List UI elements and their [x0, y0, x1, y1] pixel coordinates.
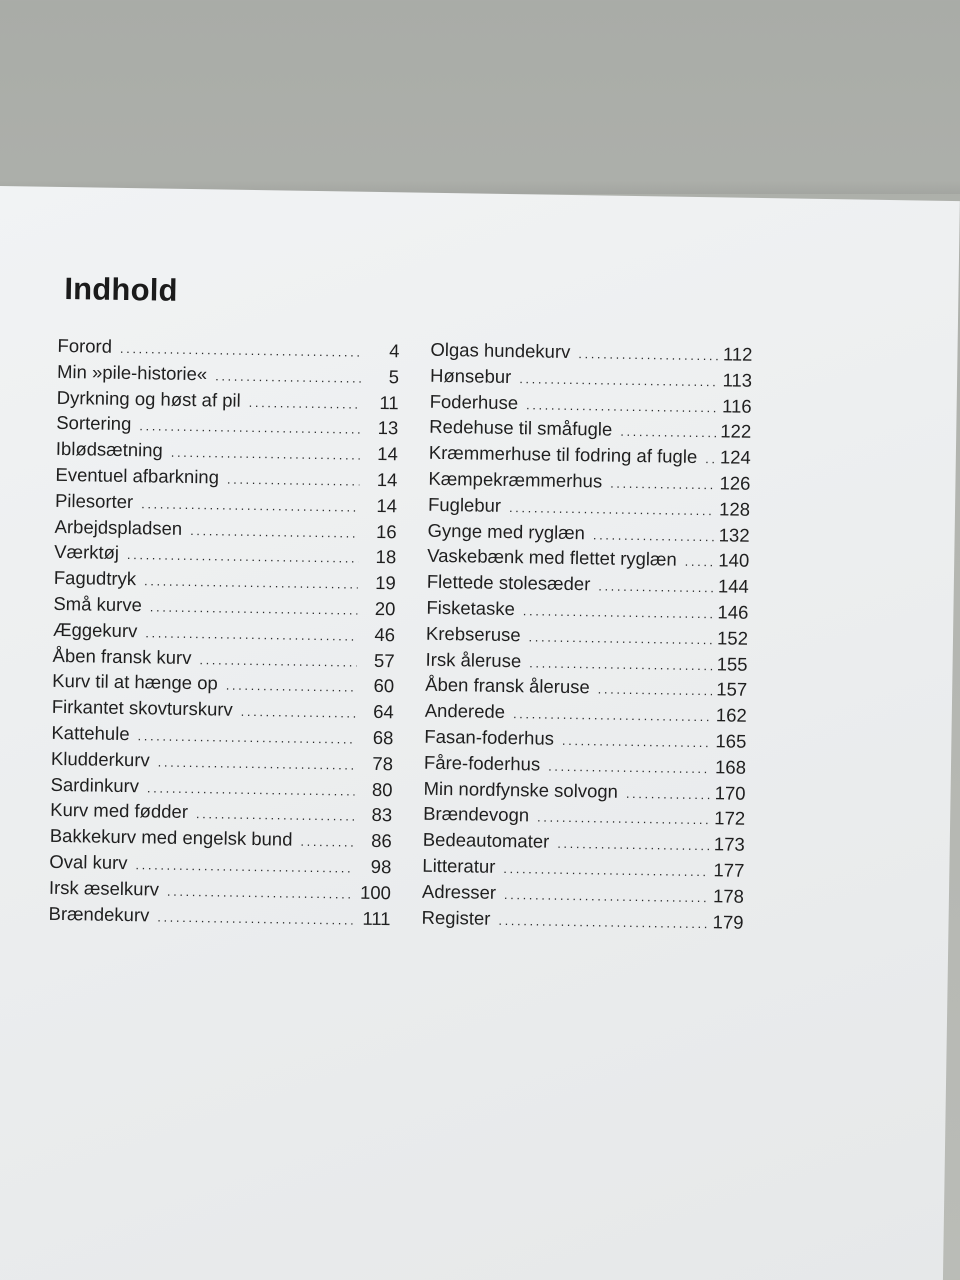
toc-entry-page: 60: [373, 675, 395, 697]
toc-entry-label: Forord: [57, 334, 113, 357]
toc-entry-page: 14: [377, 443, 399, 465]
dot-leader: [141, 496, 359, 514]
dot-leader: [147, 780, 355, 798]
toc-entry-page: 86: [371, 830, 392, 852]
dot-leader: [167, 883, 353, 901]
toc-entry-page: 19: [375, 572, 396, 594]
dot-leader: [548, 758, 711, 776]
toc-entry-label: Pilesorter: [54, 489, 134, 512]
toc-entry-page: 173: [713, 833, 745, 855]
dot-leader: [145, 625, 357, 643]
dot-leader: [598, 579, 714, 596]
toc-entry-label: Min nordfynske solvogn: [423, 777, 619, 802]
dot-leader: [598, 682, 713, 699]
toc-entry-page: 179: [712, 910, 744, 933]
toc-entry-page: 20: [374, 597, 396, 620]
toc-entry-label: Eventuel afbarkning: [55, 463, 220, 488]
dot-leader: [137, 728, 355, 746]
toc-column-left: [48, 335, 399, 934]
dot-leader: [157, 909, 352, 927]
toc-entry-page: 128: [718, 498, 751, 520]
toc-entry-label: Fasan-foderhus: [424, 725, 555, 749]
dot-leader: [503, 861, 709, 879]
toc-entry-label: Fuglebur: [427, 493, 502, 516]
toc-entry-label: Anderede: [424, 699, 506, 723]
toc-entry-label: Små kurve: [53, 592, 143, 616]
toc-entry-label: Krebseruse: [425, 622, 521, 645]
toc-entry-label: Kattehule: [51, 721, 130, 745]
toc-entry-page: 68: [372, 726, 394, 749]
toc-entry-page: 155: [716, 652, 748, 675]
toc-entry-label: Hønsebur: [429, 364, 512, 387]
toc-entry-page: 4: [389, 340, 400, 362]
toc-entry-label: Kurv med fødder: [50, 799, 189, 823]
dot-leader: [529, 655, 713, 673]
dot-leader: [578, 346, 718, 363]
toc-entry-page: 124: [719, 446, 751, 469]
toc-entry-label: Adresser: [421, 880, 497, 903]
toc-entry-page: 126: [719, 472, 751, 494]
dot-leader: [226, 678, 357, 695]
toc-entry-label: Kæmpekræmmerhus: [428, 467, 603, 492]
dot-leader: [526, 397, 718, 415]
dot-leader: [215, 368, 361, 385]
toc-entry-page: 170: [714, 781, 746, 804]
dot-leader: [127, 547, 358, 566]
toc-entry-label: Foderhuse: [429, 390, 519, 413]
dot-leader: [557, 836, 710, 853]
toc-entry-page: 5: [388, 365, 400, 388]
toc-entry-page: 162: [715, 704, 747, 726]
toc-entry-label: Fåre-foderhus: [423, 751, 541, 775]
toc-entry-label: Olgas hundekurv: [430, 338, 571, 362]
toc-entry-page: 11: [379, 391, 399, 413]
toc-entry-page: 152: [716, 627, 749, 649]
toc-entry-label: Register: [421, 906, 491, 929]
toc-entry-page: 146: [717, 601, 749, 623]
toc-entry-label: Min »pile-historie«: [56, 360, 208, 385]
dot-leader: [144, 573, 358, 591]
dot-leader: [249, 395, 361, 412]
dot-leader: [528, 629, 713, 647]
toc-entry-label: Gynge med ryglæn: [427, 519, 586, 543]
toc-entry-page: 98: [370, 855, 392, 878]
toc-entry-label: Litteratur: [422, 854, 496, 877]
toc-entry-label: Oval kurv: [49, 850, 128, 874]
toc-entry-label: Sardinkurv: [50, 773, 140, 796]
dot-leader: [504, 887, 709, 905]
toc-entry-label: Irsk æselkurv: [48, 876, 160, 900]
dot-leader: [227, 472, 360, 489]
dot-leader: [610, 476, 716, 493]
toc-entry-label: Brændekurv: [48, 902, 150, 925]
dot-leader: [150, 599, 358, 617]
toc-entry-label: Kræmmerhuse til fodring af fugle: [428, 441, 698, 468]
toc-entry-page: 83: [371, 804, 393, 826]
toc-entry-page: 13: [377, 417, 399, 439]
toc-entry-label: Åben fransk åleruse: [425, 674, 590, 698]
toc-entry-page: 140: [718, 549, 750, 572]
toc-column-right: [421, 339, 752, 937]
dot-leader: [158, 754, 355, 772]
toc-entry-page: 100: [359, 881, 392, 903]
toc-entry-label: Fisketaske: [426, 596, 516, 620]
toc-entry-page: 111: [362, 907, 391, 929]
toc-entry-page: 168: [714, 756, 747, 778]
toc-entry-label: Arbejdspladsen: [54, 515, 183, 539]
toc-entry-page: 122: [720, 420, 752, 443]
toc-entry-label: Firkantet skovturskurv: [51, 696, 233, 720]
dot-leader: [537, 810, 710, 828]
dot-leader: [626, 785, 711, 801]
toc-entry-page: 157: [716, 678, 748, 701]
toc-entry-label: Sortering: [56, 412, 132, 435]
dot-leader: [513, 706, 712, 724]
toc-entry-label: Kurv til at hænge op: [52, 670, 218, 694]
dot-leader: [620, 424, 716, 441]
toc-entry-page: 113: [722, 369, 753, 391]
dot-leader: [300, 834, 354, 850]
toc-entry-page: 165: [715, 730, 747, 752]
dot-leader: [523, 603, 714, 621]
toc-entry-page: 144: [717, 575, 749, 597]
toc-entry-page: 132: [718, 523, 750, 546]
toc-entry-label: Irsk åleruse: [425, 648, 522, 671]
toc-entry-label: Dyrkning og høst af pil: [56, 386, 241, 411]
dot-leader: [190, 523, 359, 541]
dot-leader: [171, 445, 360, 463]
toc-entry-page: 14: [376, 468, 398, 491]
toc-entry-label: Flettede stolesæder: [426, 570, 591, 595]
toc-entry-label: Værktøj: [54, 541, 120, 564]
dot-leader: [562, 733, 712, 750]
toc-entry-label: Åben fransk kurv: [52, 644, 192, 668]
toc-entry-page: 18: [375, 546, 397, 568]
toc-entry-label: Fagudtryk: [53, 567, 137, 590]
dot-leader: [593, 527, 715, 544]
toc-entry-page: 112: [722, 343, 753, 365]
toc-entry-label: Vaskebænk med flettet ryglæn: [427, 545, 677, 571]
dot-leader: [199, 652, 356, 669]
toc-entry-label: Brændevogn: [423, 803, 530, 826]
dot-leader: [498, 912, 708, 930]
dot-leader: [685, 554, 715, 569]
toc-entry-label: Æggekurv: [52, 618, 138, 641]
toc-entry-label: Bedeautomater: [422, 828, 550, 852]
toc-entry: [421, 906, 743, 937]
dot-leader: [135, 857, 353, 875]
toc-entry-page: 178: [712, 885, 745, 907]
toc-entry: [48, 902, 390, 933]
toc-entry-page: 177: [713, 859, 745, 881]
toc-entry-page: 64: [373, 701, 394, 723]
toc-entry-page: 116: [721, 394, 752, 417]
toc-entry-page: 14: [376, 494, 398, 517]
dot-leader: [509, 500, 715, 518]
toc-entry-page: 172: [714, 807, 746, 830]
dot-leader: [139, 419, 360, 437]
toc-entry-label: Redehuse til småfugle: [429, 416, 613, 441]
toc-entry-label: Iblødsætning: [55, 438, 163, 461]
dot-leader: [705, 451, 716, 466]
dot-leader: [120, 341, 362, 360]
page-title: Indhold: [64, 271, 178, 308]
toc-entry-page: 80: [371, 778, 393, 800]
dot-leader: [241, 704, 356, 721]
toc-entry-page: 16: [375, 520, 397, 542]
toc-entry-label: Kludderkurv: [50, 747, 150, 771]
book-page: [0, 186, 960, 1280]
toc-entry-page: 46: [374, 623, 396, 646]
toc-entry-page: 78: [372, 752, 394, 774]
toc-entry-label: Bakkekurv med engelsk bund: [49, 825, 293, 850]
dot-leader: [519, 371, 718, 389]
dot-leader: [196, 806, 354, 823]
toc-entry-page: 57: [373, 649, 395, 671]
